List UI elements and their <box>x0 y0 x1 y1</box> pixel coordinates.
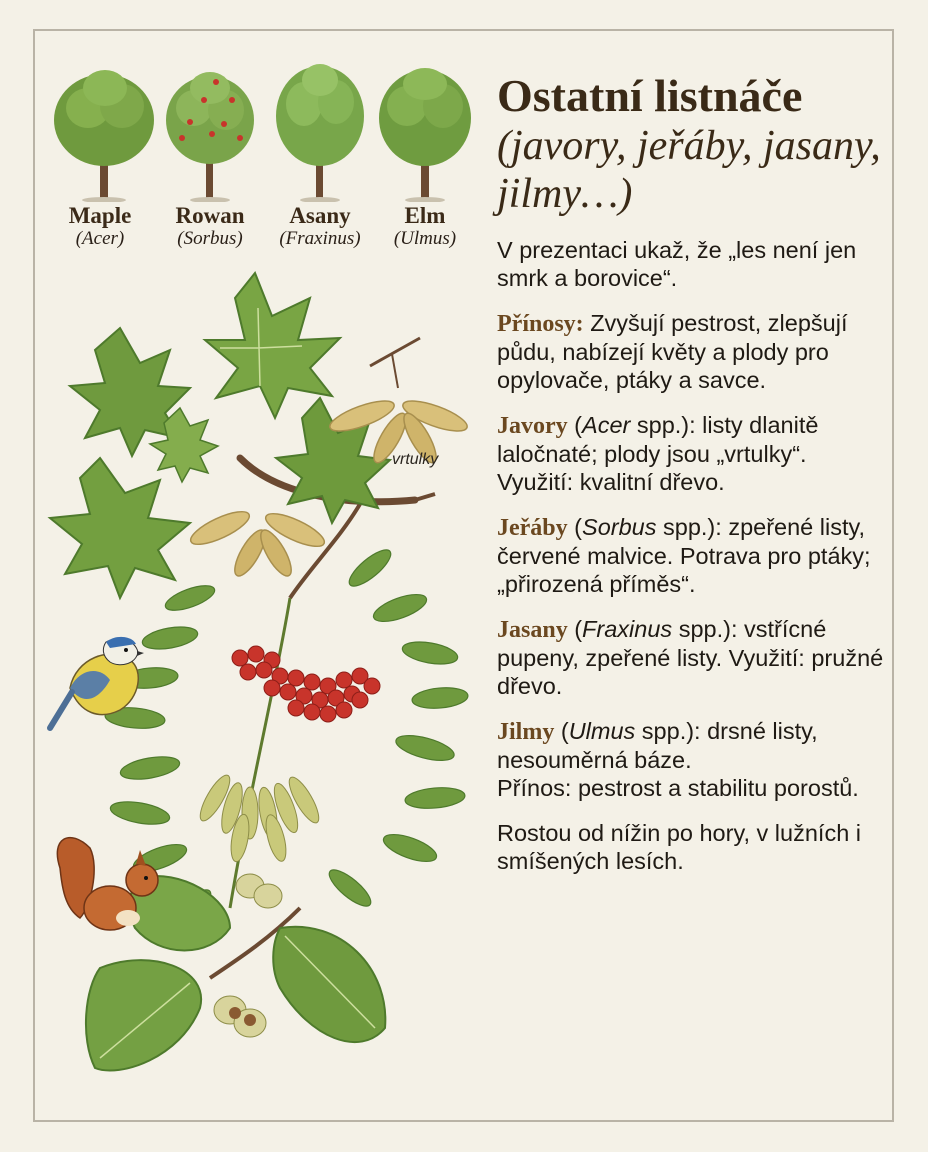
tree-latin: (Sorbus) <box>177 228 243 249</box>
section-text: spp.): zpeřené listy, červené malvice. Potrava pro ptáky; „přirozená příměs“. <box>497 514 871 597</box>
paren-open: ( <box>567 412 583 438</box>
tree-name: Rowan <box>175 203 245 228</box>
text-column <box>497 70 892 892</box>
tree-latin: (Fraxinus) <box>279 228 361 249</box>
tree-ash <box>270 60 370 250</box>
closing-paragraph: Rostou od nížin po hory, v lužních i smíšených lesích. <box>497 820 862 874</box>
page-subtitle: (javory, jeřáby, jasany, jilmy…) <box>497 123 881 217</box>
maple-leaf-icon <box>50 458 190 598</box>
elm-leaf-icon <box>86 960 201 1070</box>
paren-open: ( <box>554 718 569 744</box>
paren-open: ( <box>567 514 583 540</box>
elm-tree-icon <box>375 60 475 202</box>
maples-paragraph <box>497 411 892 496</box>
botanical-illustration <box>40 268 480 1098</box>
tree-name: Elm <box>404 203 446 228</box>
section-text: spp.): drsné listy, nesouměrná báze. <box>497 718 818 773</box>
section-text: Zvyšují pestrost, zlepšují půdu, nabízejí květy a plody pro opylovače, ptáky a savce. <box>497 310 848 393</box>
latin-name: Ulmus <box>568 718 636 744</box>
section-label: Přínosy: <box>497 311 584 337</box>
elms-paragraph <box>497 717 892 802</box>
intro-paragraph: V prezentaci ukaž, že „les není jen smrk a borovice“. <box>497 237 857 291</box>
rowan-tree-icon <box>160 60 260 202</box>
tree-name: Maple <box>68 203 132 228</box>
latin-name: Acer <box>582 412 631 438</box>
paren-open: ( <box>567 616 583 642</box>
tree-elm <box>375 60 475 250</box>
latin-name: Sorbus <box>582 514 657 540</box>
section-text: spp.): vstřícné pupeny, zpeřené listy. Využití: pružné dřevo. <box>497 616 884 699</box>
ash-tree-icon <box>270 60 370 202</box>
maple-leaf-icon <box>205 273 340 418</box>
rowan-berries-icon <box>232 646 380 722</box>
tree-rowan <box>160 60 260 250</box>
section-label: Jeřáby <box>497 515 568 541</box>
latin-name: Fraxinus <box>582 616 673 642</box>
benefits-paragraph <box>497 309 892 394</box>
maple-tree-icon <box>50 60 160 202</box>
section-label: Javory <box>497 413 568 439</box>
section-use: Využití: kvalitní dřevo. <box>497 469 725 495</box>
tree-maple <box>50 60 150 250</box>
elm-seeds-icon <box>214 874 282 1037</box>
section-text: spp.): listy dlanitě laločnaté; plody jsou „vrtulky“. <box>497 412 819 467</box>
rowans-paragraph <box>497 513 892 598</box>
tree-name: Asany <box>289 203 351 228</box>
page-title: Ostatní listnáče <box>497 70 803 121</box>
tree-latin: (Acer) <box>75 228 125 249</box>
samara-label: vrtulky <box>392 451 439 468</box>
rowan-leaf-icon <box>104 544 469 931</box>
tree-latin: (Ulmus) <box>393 228 457 249</box>
section-benefit: Přínos: pestrost a stabilitu porostů. <box>497 775 859 801</box>
ash-seeds-icon <box>195 771 324 863</box>
section-label: Jilmy <box>497 719 555 745</box>
ashes-paragraph <box>497 615 892 700</box>
tree-row <box>50 60 470 270</box>
section-label: Jasany <box>497 617 568 643</box>
elm-leaf-icon <box>273 927 385 1042</box>
samara-seeds-icon <box>187 505 328 580</box>
